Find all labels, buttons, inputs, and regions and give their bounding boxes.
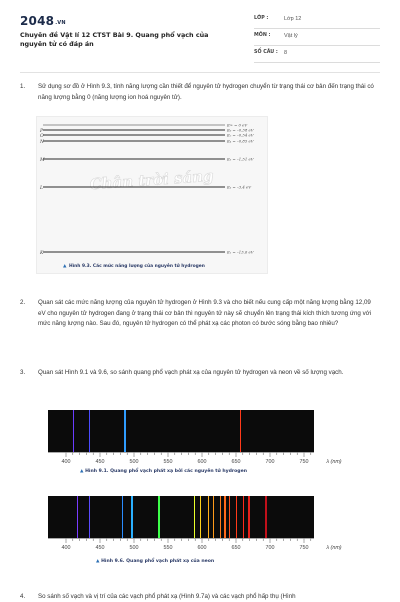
neon-wavelength-axis: [48, 538, 348, 556]
question-text: Quan sát Hình 9.1 và 9.6, so sánh quang phổ vạch phát xạ của nguyên tử hydrogen và neon về số lượng vạch.: [38, 369, 344, 376]
axis-tick-label: 550: [163, 545, 173, 551]
level-name: O: [40, 133, 44, 139]
caption-prefix: Hình 9.1.: [85, 469, 109, 474]
hydrogen-figure-caption: [80, 469, 247, 474]
level-energy-label: E₃ = –1,51 eV: [227, 156, 254, 162]
spectral-line: [194, 496, 195, 538]
spectral-line: [124, 410, 125, 452]
axis-unit-label: λ (nm): [326, 545, 342, 551]
level-name: N: [40, 139, 44, 145]
axis-tick-label: 750: [299, 545, 309, 551]
caption-triangle-icon: ▲: [63, 264, 67, 269]
question-text: Sử dụng sơ đồ ở Hình 9.3, tính năng lượng cần thiết để nguyên tử hydrogen chuyển từ trạng thái cơ bản đến trạng thái có năng lượng bằng 0 (năng lượng ion hoá nguyên tử).: [38, 83, 374, 101]
spectral-line: [131, 496, 132, 538]
spectral-line: [248, 496, 249, 538]
spectral-line: [229, 496, 230, 538]
neon-figure-caption: [96, 559, 214, 564]
spectral-line: [236, 496, 237, 538]
caption-triangle-icon: ▲: [96, 559, 100, 564]
level-name: L: [40, 185, 43, 191]
spectral-line: [220, 496, 221, 538]
level-name: P: [40, 128, 44, 134]
question-2: [20, 298, 380, 346]
header-divider: [20, 72, 380, 73]
document-title: Chuyên đề Vật lí 12 CTST Bài 9. Quang phổ vạch của nguyên tử có đáp án: [20, 31, 209, 48]
level-energy-label: E₁ = –13,6 eV: [227, 249, 254, 255]
axis-tick-label: 450: [95, 545, 105, 551]
axis-unit-label: λ (nm): [326, 459, 342, 465]
meta-row-grade: [254, 14, 380, 29]
spectral-line: [158, 496, 159, 538]
axis-tick-label: 500: [129, 459, 139, 465]
question-number: 2.: [20, 299, 26, 306]
question-3: [20, 368, 380, 392]
level-energy-label: E₅ = –0,54 eV: [227, 132, 254, 138]
meta-key: LỚP :: [254, 16, 269, 21]
neon-spectrum: [48, 496, 314, 538]
spectral-line: [213, 496, 214, 538]
spectral-line: [73, 410, 74, 452]
axis-tick-label: 700: [265, 545, 275, 551]
hydrogen-wavelength-axis: [48, 452, 348, 470]
level-name: M: [40, 157, 45, 163]
spectral-line: [265, 496, 266, 538]
axis-tick-label: 500: [129, 545, 139, 551]
watermark-text: Chân trời sáng: [89, 166, 215, 194]
axis-tick-label: 400: [61, 459, 71, 465]
spectral-line: [240, 410, 241, 452]
spectral-line: [77, 496, 78, 538]
question-text: So sánh số vạch và vị trí của các vạch phổ phát xạ (Hình 9.7a) và các vạch phổ hấp thụ (Hình: [38, 593, 296, 600]
question-text: Quan sát các mức năng lượng của nguyên tử hydrogen ở Hình 9.3 và cho biết nếu cung cấp một năng lượng bằng 12,09 eV cho nguyên tử hydrogen đang ở trạng thái cơ bản thì nguyên tử này sẽ chuyển lên trạng thái kích thích tương ứng với mức năng lượng nào. Sau đó, nguyên tử hydrogen có thể phát xạ các photon có bước sóng bằng bao nhiêu?: [38, 299, 372, 327]
question-number: 3.: [20, 369, 26, 376]
caption-prefix: Hình 9.6.: [101, 559, 125, 564]
level-energy-label: E₂ = –3,4 eV: [227, 184, 252, 190]
caption-text: Quang phổ vạch phát xạ của neon: [126, 559, 215, 564]
logo-text: 2048: [20, 14, 55, 28]
spectral-line: [200, 496, 201, 538]
meta-row-count: [254, 48, 380, 63]
spectral-line: [122, 496, 123, 538]
spectral-line: [89, 496, 90, 538]
spectral-line: [208, 496, 209, 538]
axis-tick-label: 600: [197, 545, 207, 551]
caption-triangle-icon: ▲: [80, 469, 84, 474]
question-4: [20, 592, 380, 602]
meta-key: MÔN :: [254, 33, 271, 38]
meta-key: SỐ CÂU :: [254, 50, 278, 55]
meta-value: Lớp 12: [284, 16, 302, 22]
question-number: 1.: [20, 83, 26, 90]
energy-level-figure: [36, 116, 268, 274]
spectral-line: [89, 410, 90, 452]
level-name: K: [40, 250, 44, 256]
site-logo[interactable]: [20, 14, 66, 28]
level-energy-label: E₆ = –0,38 eV: [227, 127, 254, 133]
hydrogen-spectrum: [48, 410, 314, 452]
figure-caption: Hình 9.3. Các mức năng lượng của nguyên tử hydrogen: [69, 264, 205, 269]
axis-tick-label: 700: [265, 459, 275, 465]
axis-tick-label: 650: [231, 545, 241, 551]
axis-tick-label: 450: [95, 459, 105, 465]
axis-tick-label: 550: [163, 459, 173, 465]
axis-tick-label: 650: [231, 459, 241, 465]
meta-value: 8: [284, 50, 288, 56]
question-1: [20, 82, 380, 106]
question-number: 4.: [20, 593, 26, 600]
meta-panel: [254, 14, 380, 65]
axis-tick-label: 750: [299, 459, 309, 465]
axis-tick-label: 600: [197, 459, 207, 465]
caption-text: Quang phổ vạch phát xạ bởi các nguyên tử hydrogen: [110, 469, 247, 474]
level-energy-label: E∞ = 0 eV: [227, 122, 248, 128]
meta-row-subject: [254, 31, 380, 46]
energy-level-diagram: [37, 117, 267, 273]
level-energy-label: E₄ = –0,85 eV: [227, 138, 254, 144]
spectral-line: [224, 496, 225, 538]
document-header: [0, 0, 400, 68]
axis-tick-label: 400: [61, 545, 71, 551]
logo-suffix: .VN: [55, 20, 66, 26]
meta-value: Vật lý: [284, 33, 298, 39]
spectral-line: [243, 496, 244, 538]
